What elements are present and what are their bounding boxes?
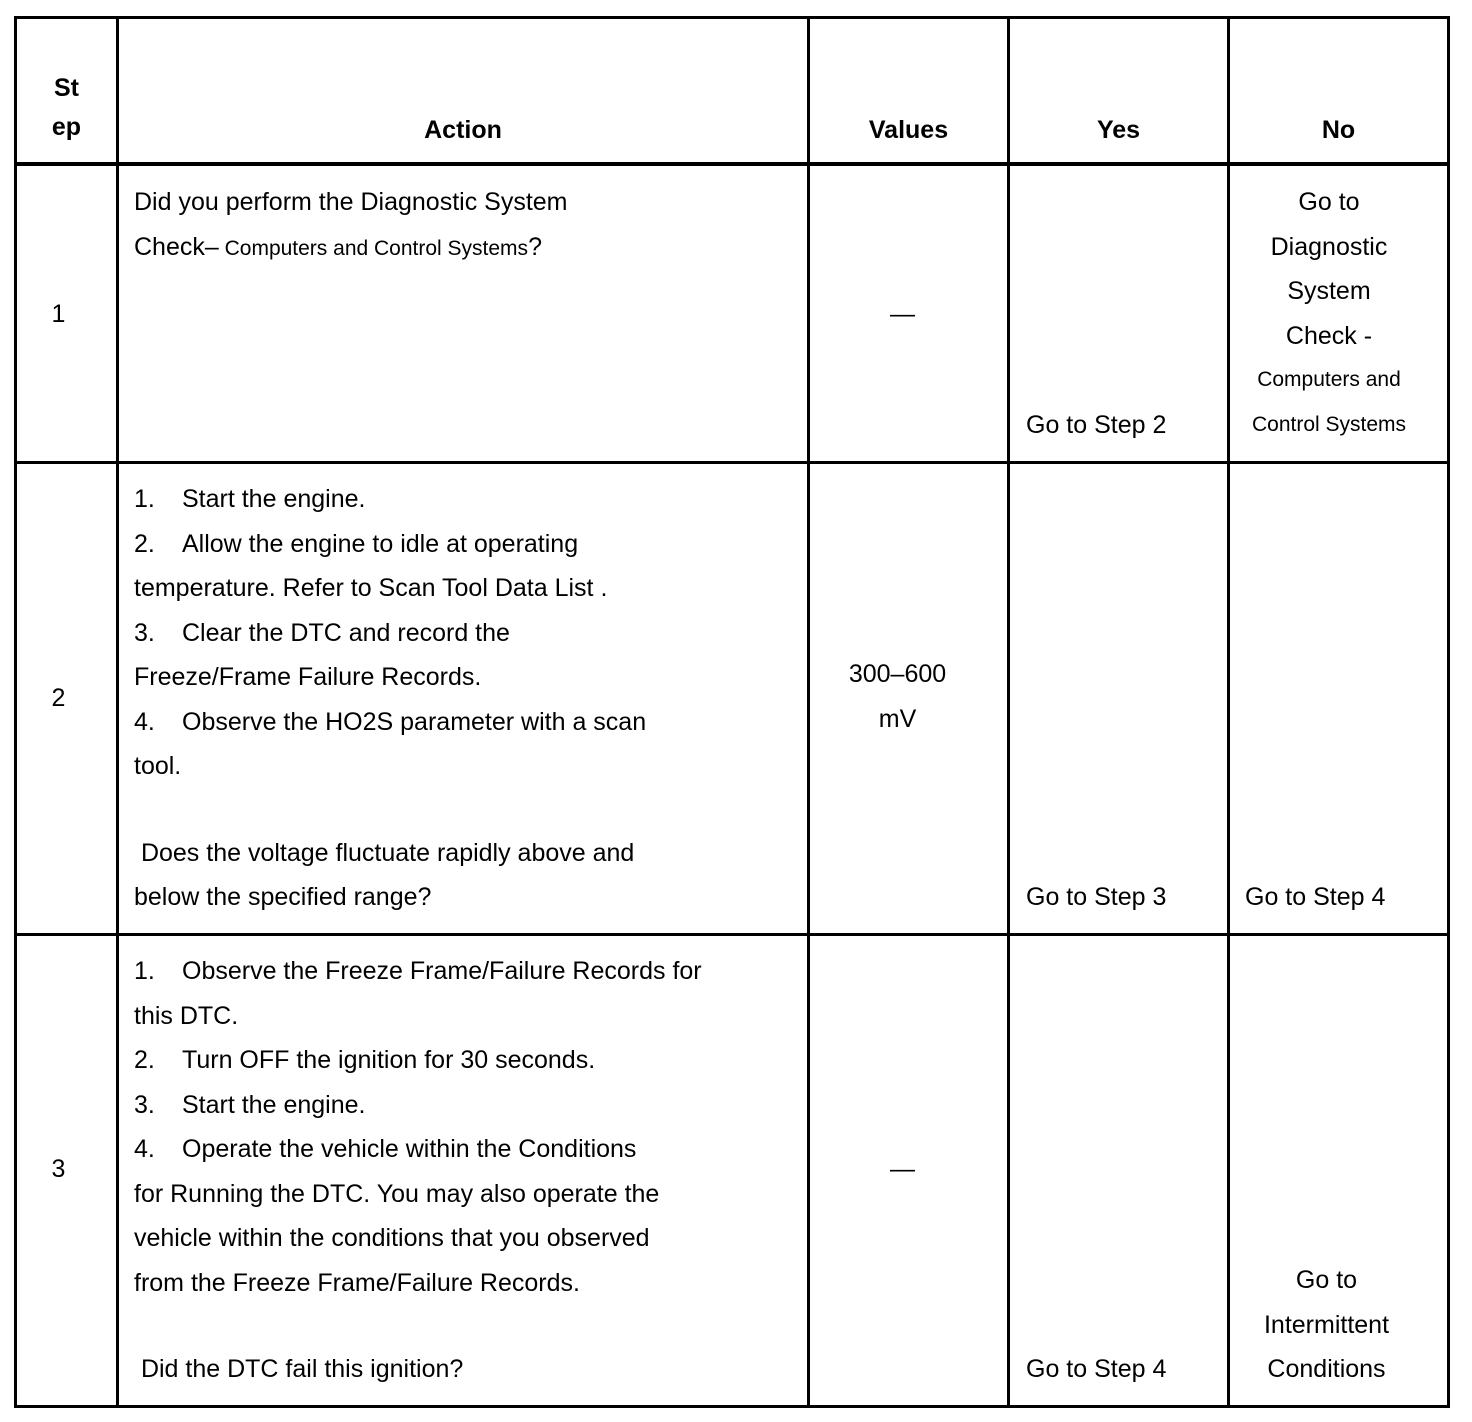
table-border-top bbox=[14, 16, 1450, 19]
row-2-value-line1: 300–600 bbox=[848, 660, 947, 688]
row-2-value-line2: mV bbox=[878, 704, 917, 733]
row-divider bbox=[14, 461, 1450, 464]
list-item: 4. Operate the vehicle within the Conditions bbox=[134, 1135, 637, 1163]
row-2-question: below the specified range? bbox=[134, 883, 432, 911]
list-item: 3. Clear the DTC and record the bbox=[134, 618, 510, 647]
list-item: 2. Allow the engine to idle at operating bbox=[134, 529, 579, 558]
row-1-no-line: Go to bbox=[1298, 188, 1360, 216]
row-3-no-line: Conditions bbox=[1267, 1355, 1386, 1383]
row-1-value: — bbox=[890, 300, 915, 328]
list-item: 1. Start the engine. bbox=[134, 485, 366, 513]
list-item-continuation: temperature. Refer to Scan Tool Data List . bbox=[134, 574, 608, 602]
row-1-action-line2 bbox=[134, 225, 794, 272]
spacer bbox=[134, 1305, 804, 1347]
list-item: 1. Observe the Freeze Frame/Failure Records for bbox=[134, 957, 702, 985]
row-3-yes: Go to Step 4 bbox=[1026, 1355, 1167, 1383]
header-action: Action bbox=[424, 116, 502, 144]
row-2-no: Go to Step 4 bbox=[1245, 883, 1386, 911]
row-3-no-line: Go to bbox=[1295, 1266, 1358, 1294]
header-step-line1: St bbox=[54, 74, 79, 102]
spacer bbox=[134, 789, 804, 831]
row-1-action-qmark: ? bbox=[528, 232, 542, 261]
list-item-continuation: this DTC. bbox=[134, 1001, 239, 1030]
table-border-right bbox=[1447, 16, 1450, 1408]
row-1-no-line: System bbox=[1287, 277, 1371, 305]
row-2-value bbox=[810, 652, 985, 741]
row-3-question: Did the DTC fail this ignition? bbox=[134, 1355, 464, 1383]
row-3-value: — bbox=[890, 1155, 915, 1183]
row-3-step: 3 bbox=[51, 1155, 66, 1183]
column-divider bbox=[1007, 16, 1010, 1408]
list-item: 4. Observe the HO2S parameter with a scan bbox=[134, 707, 647, 736]
header-values: Values bbox=[868, 116, 949, 144]
list-item-continuation: vehicle within the conditions that you observed bbox=[134, 1224, 650, 1252]
row-1-no-line: Computers and bbox=[1257, 368, 1401, 391]
row-2-yes: Go to Step 3 bbox=[1026, 883, 1167, 911]
header-divider bbox=[14, 162, 1450, 166]
header-yes: Yes bbox=[1096, 116, 1141, 144]
list-item: 2. Turn OFF the ignition for 30 seconds. bbox=[134, 1046, 596, 1074]
list-item-continuation: Freeze/Frame Failure Records. bbox=[134, 663, 482, 691]
header-step-line2: ep bbox=[51, 113, 82, 141]
list-item-continuation: tool. bbox=[134, 752, 182, 780]
row-1-yes: Go to Step 2 bbox=[1026, 411, 1167, 439]
header-step bbox=[17, 69, 116, 147]
list-item-continuation: from the Freeze Frame/Failure Records. bbox=[134, 1268, 580, 1297]
row-2-step: 2 bbox=[51, 684, 66, 712]
row-1-step: 1 bbox=[51, 300, 66, 328]
row-3-no-line: Intermittent bbox=[1263, 1310, 1390, 1339]
table-border-bottom bbox=[14, 1405, 1450, 1408]
row-1-action bbox=[134, 180, 794, 271]
row-1-action-link: Computers and Control Systems bbox=[218, 236, 529, 260]
row-1-no-line: Control Systems bbox=[1251, 412, 1407, 436]
row-divider bbox=[14, 933, 1450, 936]
diagnostic-table bbox=[14, 16, 1450, 1408]
column-divider bbox=[116, 16, 119, 1408]
row-3-action bbox=[134, 949, 804, 1392]
list-item: 3. Start the engine. bbox=[134, 1090, 366, 1119]
row-1-no-line: Check - bbox=[1285, 321, 1373, 350]
list-item-continuation: for Running the DTC. You may also operate the bbox=[134, 1179, 660, 1208]
row-1-action-check: Check– bbox=[134, 232, 219, 261]
header-no: No bbox=[1321, 116, 1356, 144]
row-1-no bbox=[1230, 180, 1428, 447]
row-2-question: Does the voltage fluctuate rapidly above and bbox=[134, 838, 635, 867]
row-2-action bbox=[134, 477, 804, 920]
row-3-no bbox=[1230, 1258, 1423, 1392]
row-1-action-line1: Did you perform the Diagnostic System bbox=[134, 188, 568, 216]
row-1-no-line: Diagnostic bbox=[1270, 232, 1388, 261]
